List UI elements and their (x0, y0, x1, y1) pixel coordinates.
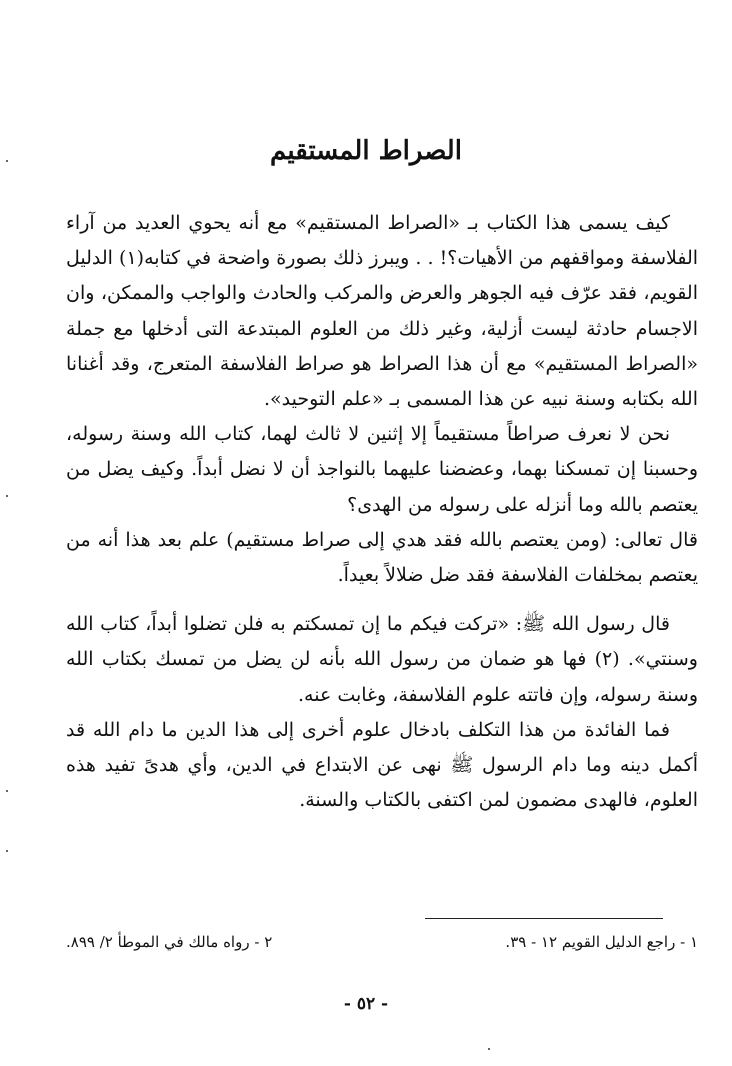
footnotes (66, 930, 698, 954)
footnote-separator (425, 918, 663, 919)
footnote-1: ١ - راجع الدليل القويم ١٢ - ٣٩. (505, 933, 698, 951)
scan-mark (6, 495, 8, 497)
paragraph-4: قال رسول الله ﷺ: «تركت فيكم ما إن تمسكتم به فلن تضلوا أبداً، كتاب الله وسنتي». (٢) فها هو ضمان من رسول الله بأنه لن يضل من تمسك بكتاب الله وسنة رسوله، وإن فاتته علوم الفلاسفة، وغابت عنه. (66, 613, 698, 706)
scan-mark (6, 790, 8, 792)
scan-mark (6, 850, 8, 852)
footnote-2: ٢ - رواه مالك في الموطأ ٢/ ٨٩٩. (66, 933, 273, 951)
body-text (66, 206, 698, 818)
page-title: الصراط المستقيم (270, 136, 462, 166)
page-number: - ٥٢ - (343, 994, 389, 1014)
paragraph-3: قال تعالى: (ومن يعتصم بالله فقد هدي إلى صراط مستقيم) علم بعد هذا أنه من يعتصم بمخلفات الفلاسفة فقد ضل ضلالاً بعيداً. (66, 528, 698, 587)
scan-mark (6, 160, 8, 162)
scan-mark (488, 1048, 490, 1050)
paragraph-1: كيف يسمى هذا الكتاب بـ «الصراط المستقيم» مع أنه يحوي العديد من آراء الفلاسفة ومواقفهم من الأهيات؟! . . ويبرز ذلك بصورة واضحة في كتابه(١) الدليل القويم، فقد عرّف فيه الجوهر والعرض والمركب والحادث والواجب والممكن، وان الاجسام حادثة ليست أزلية، وغير ذلك من العلوم المبتدعة التى أدخلها مع جملة «الصراط المستقيم» مع أن هذا الصراط هو صراط الفلاسفة المتعرج، وقد أغنانا الله بكتابه وسنة نبيه عن هذا المسمى بـ «علم التوحيد». (66, 212, 699, 411)
paragraph-5: فما الفائدة من هذا التكلف بادخال علوم أخرى إلى هذا الدين ما دام الله قد أكمل دينه وما دام الرسول ﷺ نهى عن الابتداع في الدين، وأي هدىً تفيد هذه العلوم، فالهدى مضمون لمن اكتفى بالكتاب والسنة. (66, 718, 698, 812)
paragraph-2: نحن لا نعرف صراطاً مستقيماً إلا إثنين لا ثالث لهما، كتاب الله وسنة رسوله، وحسبنا إن تمسكنا بهما، وعضضنا عليهما بالنواجذ أن لا نضل أبداً. وكيف يضل من يعتصم بالله وما أنزله على رسوله من الهدى؟ (66, 423, 698, 516)
